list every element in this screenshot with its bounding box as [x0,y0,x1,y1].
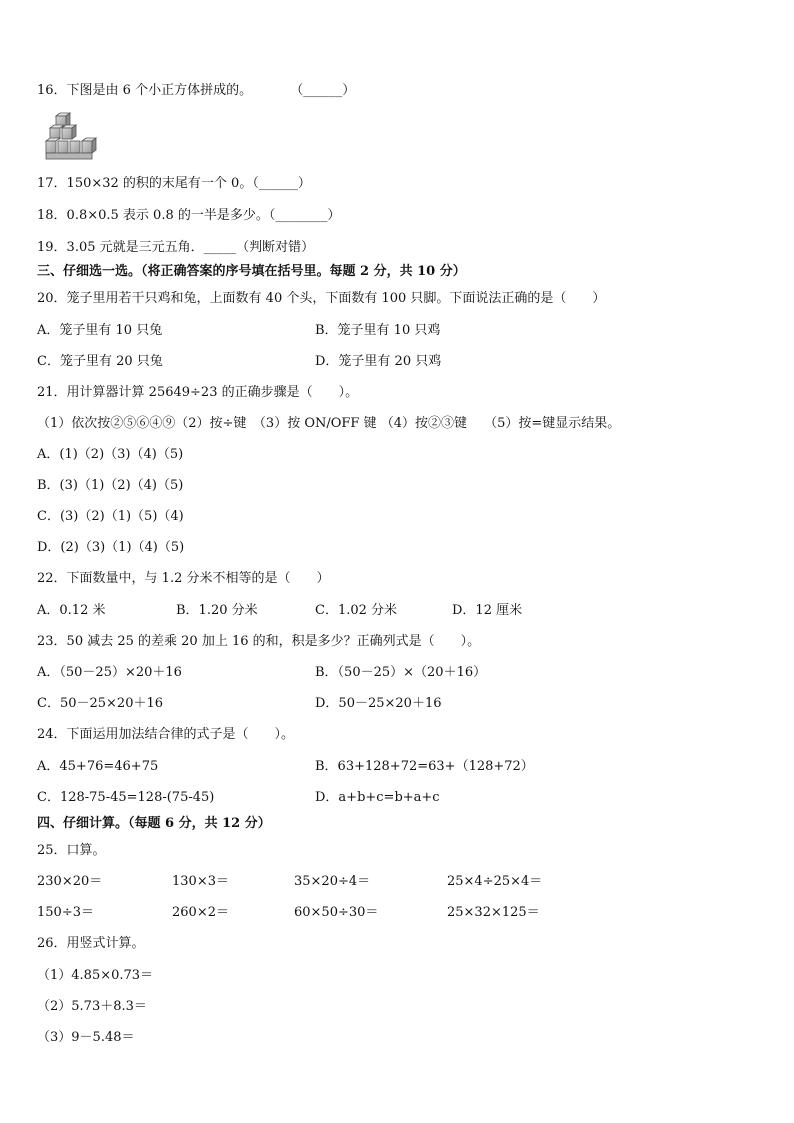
question-23-option-d: D．50－25×20＋16 [315,696,442,711]
oral-calc-row-1-item-1: 230×20＝ [37,874,103,889]
oral-calc-row-2-item-3: 60×50÷30＝ [294,905,379,920]
question-21: 21．用计算器计算 25649÷23 的正确步骤是（ ）。 [37,385,359,400]
question-22-option-a: A．0.12 米 [37,603,106,618]
question-22-option-d: D．12 厘米 [452,603,523,618]
question-21-option-a: A．(1)（2)（3)（4)（5) [37,447,184,462]
question-24-option-c: C．128-75-45=128-(75-45) [37,790,215,805]
question-18: 18．0.8×0.5 表示 0.8 的一半是多少。（________） [37,208,341,223]
oral-calc-row-1-item-2: 130×3＝ [172,874,229,889]
question-24: 24．下面运用加法结合律的式子是（ ）。 [37,727,295,742]
question-20-option-b: B．笼子里有 10 只鸡 [315,323,441,338]
question-23-option-b: B．（50－25）×（20＋16） [315,665,487,680]
question-23: 23．50 减去 25 的差乘 20 加上 16 的和，积是多少？正确列式是（ ）。 [37,634,481,649]
vertical-calc-item-3: （3）9－5.48＝ [37,1030,135,1045]
section-3-heading: 三、仔细选一选。（将正确答案的序号填在括号里。每题 2 分，共 10 分） [37,264,466,279]
question-21-option-c: C．(3)（2)（1)（5)（4) [37,509,184,524]
question-20-option-c: C．笼子里有 20 只兔 [37,354,163,369]
question-20-option-a: A．笼子里有 10 只兔 [37,323,163,338]
question-21-steps: （1）依次按②⑤⑥④⑨（2）按÷键 （3）按 ON/OFF 键 （4）按②③键 （5）按=键显示结果。 [37,416,621,431]
question-20-option-d: D．笼子里有 20 只鸡 [315,354,442,369]
question-19: 19．3.05 元就是三元五角．_____（判断对错） [37,240,315,255]
question-16-blank: （______） [290,83,356,98]
question-24-option-b: B．63+128+72=63+（128+72） [315,759,534,774]
oral-calc-row-2-item-2: 260×2＝ [172,905,229,920]
question-24-option-d: D．a+b+c=b+a+c [315,790,440,805]
question-22-option-c: C．1.02 分米 [315,603,398,618]
question-17: 17．150×32 的积的末尾有一个 0。（______） [37,176,311,191]
question-23-option-c: C．50－25×20＋16 [37,696,164,711]
question-25: 25．口算。 [37,843,106,858]
question-16-text: 16．下图是由 6 个小正方体拼成的。 [37,83,253,98]
cube-stack-figure [44,112,98,164]
vertical-calc-item-1: （1）4.85×0.73＝ [37,968,154,983]
vertical-calc-item-2: （2）5.73＋8.3＝ [37,999,147,1014]
question-23-option-a: A．（50－25）×20＋16 [37,665,182,680]
question-21-option-b: B．(3)（1)（2)（4)（5) [37,478,184,493]
question-22: 22．下面数量中，与 1.2 分米不相等的是（ ） [37,571,330,586]
question-20: 20．笼子里用若干只鸡和兔，上面数有 40 个头，下面数有 100 只脚。下面说法正确的是（ ） [37,291,606,306]
question-16 [37,82,355,100]
oral-calc-row-1-item-4: 25×4÷25×4＝ [447,874,543,889]
oral-calc-row-1-item-3: 35×20÷4＝ [294,874,371,889]
oral-calc-row-2-item-1: 150÷3＝ [37,905,94,920]
section-4-heading: 四、仔细计算。（每题 6 分，共 12 分） [37,816,271,831]
question-26: 26．用竖式计算。 [37,936,145,951]
question-24-option-a: A．45+76=46+75 [37,759,159,774]
question-22-option-b: B．1.20 分米 [176,603,258,618]
question-21-option-d: D．(2)（3)（1)（4)（5) [37,540,185,555]
oral-calc-row-2-item-4: 25×32×125＝ [447,905,540,920]
